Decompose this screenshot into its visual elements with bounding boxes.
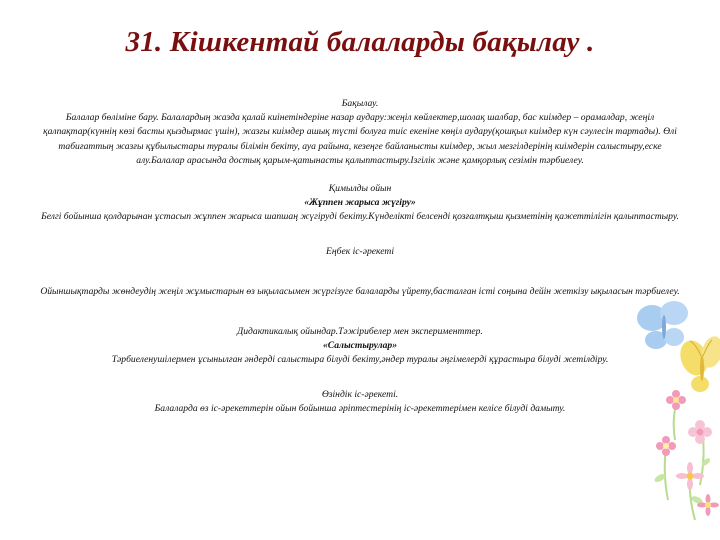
observation-text: Балалар бөліміне бару. Балалардың жазда қалай киінетіндеріне назар аудару:жеңіл көйлектер,шолақ шалбар, бас киімдер – орамалдар, жеңіл қалпақтар(күннің көзі басты қыздырмас үшін), жазғы киімдер ашық түсті болуға тиіс екеніне көңіл аудару(қошқыл киімдер күн сәулесін тартады). Өлі табиғаттың жазғы құбылыстары туралы білімін бекіту, ауа райына, кезеңге байланысты киімдер, жыл мезгілдерінің киімдерін салыстыру,еске алу.Балалар арасында достық қарым-қатынасты қалыптастыру.Ізгілік және қамқорлық сезімін тәрбиелеу. — [43, 112, 677, 166]
didactic-heading: Дидактикалық ойындар.Тәжірибелер мен эксперименттер. — [237, 326, 483, 338]
flower-leaves — [653, 457, 711, 505]
independent-heading: Өзіндік іс-әрекеті. — [321, 388, 399, 400]
flower-stems — [665, 405, 704, 520]
movement-game-text: Белгі бойынша қолдарынан ұстасып жұппен жарыса шапшаң жүгіруді бекіту.Күнделікті белсенді қозғалтқыш қызметінің қажеттілігін қалыптастыру. — [41, 211, 679, 223]
didactic-game-name: «Салыстырулар» — [322, 340, 397, 352]
observation-heading: Бақылау. — [341, 98, 379, 109]
labor-text: Ойыншықтарды жөндеудің жеңіл жұмыстарын өз ықыласымен жүргізуге балаларды үйрету,басталған істі соңына дейін жеткізу ықыласын тәрбиелеу. — [40, 285, 680, 297]
movement-game-name: «Жұппен жарыса жүгіру» — [304, 197, 416, 209]
didactic-text: Тәрбиеленушілермен ұсынылған әндерді салыстыра білуді бекіту,әндер туралы әңгімелерді құрастыра білуді жетілдіру. — [111, 354, 609, 366]
daisy-flower-icon — [676, 462, 719, 516]
movement-game-heading: Қимылды ойын — [328, 183, 392, 195]
labor-heading: Еңбек іс-әрекеті — [326, 245, 394, 257]
slide-title: 31. Кішкентай балаларды бақылау . — [125, 26, 595, 58]
independent-text: Балаларда өз іс-әрекеттерін ойын бойынша әріптестерінің іс-әрекеттерімен келісе білуді дамыту. — [154, 402, 566, 414]
yellow-butterfly-icon — [676, 334, 720, 392]
slide-body — [40, 97, 680, 416]
